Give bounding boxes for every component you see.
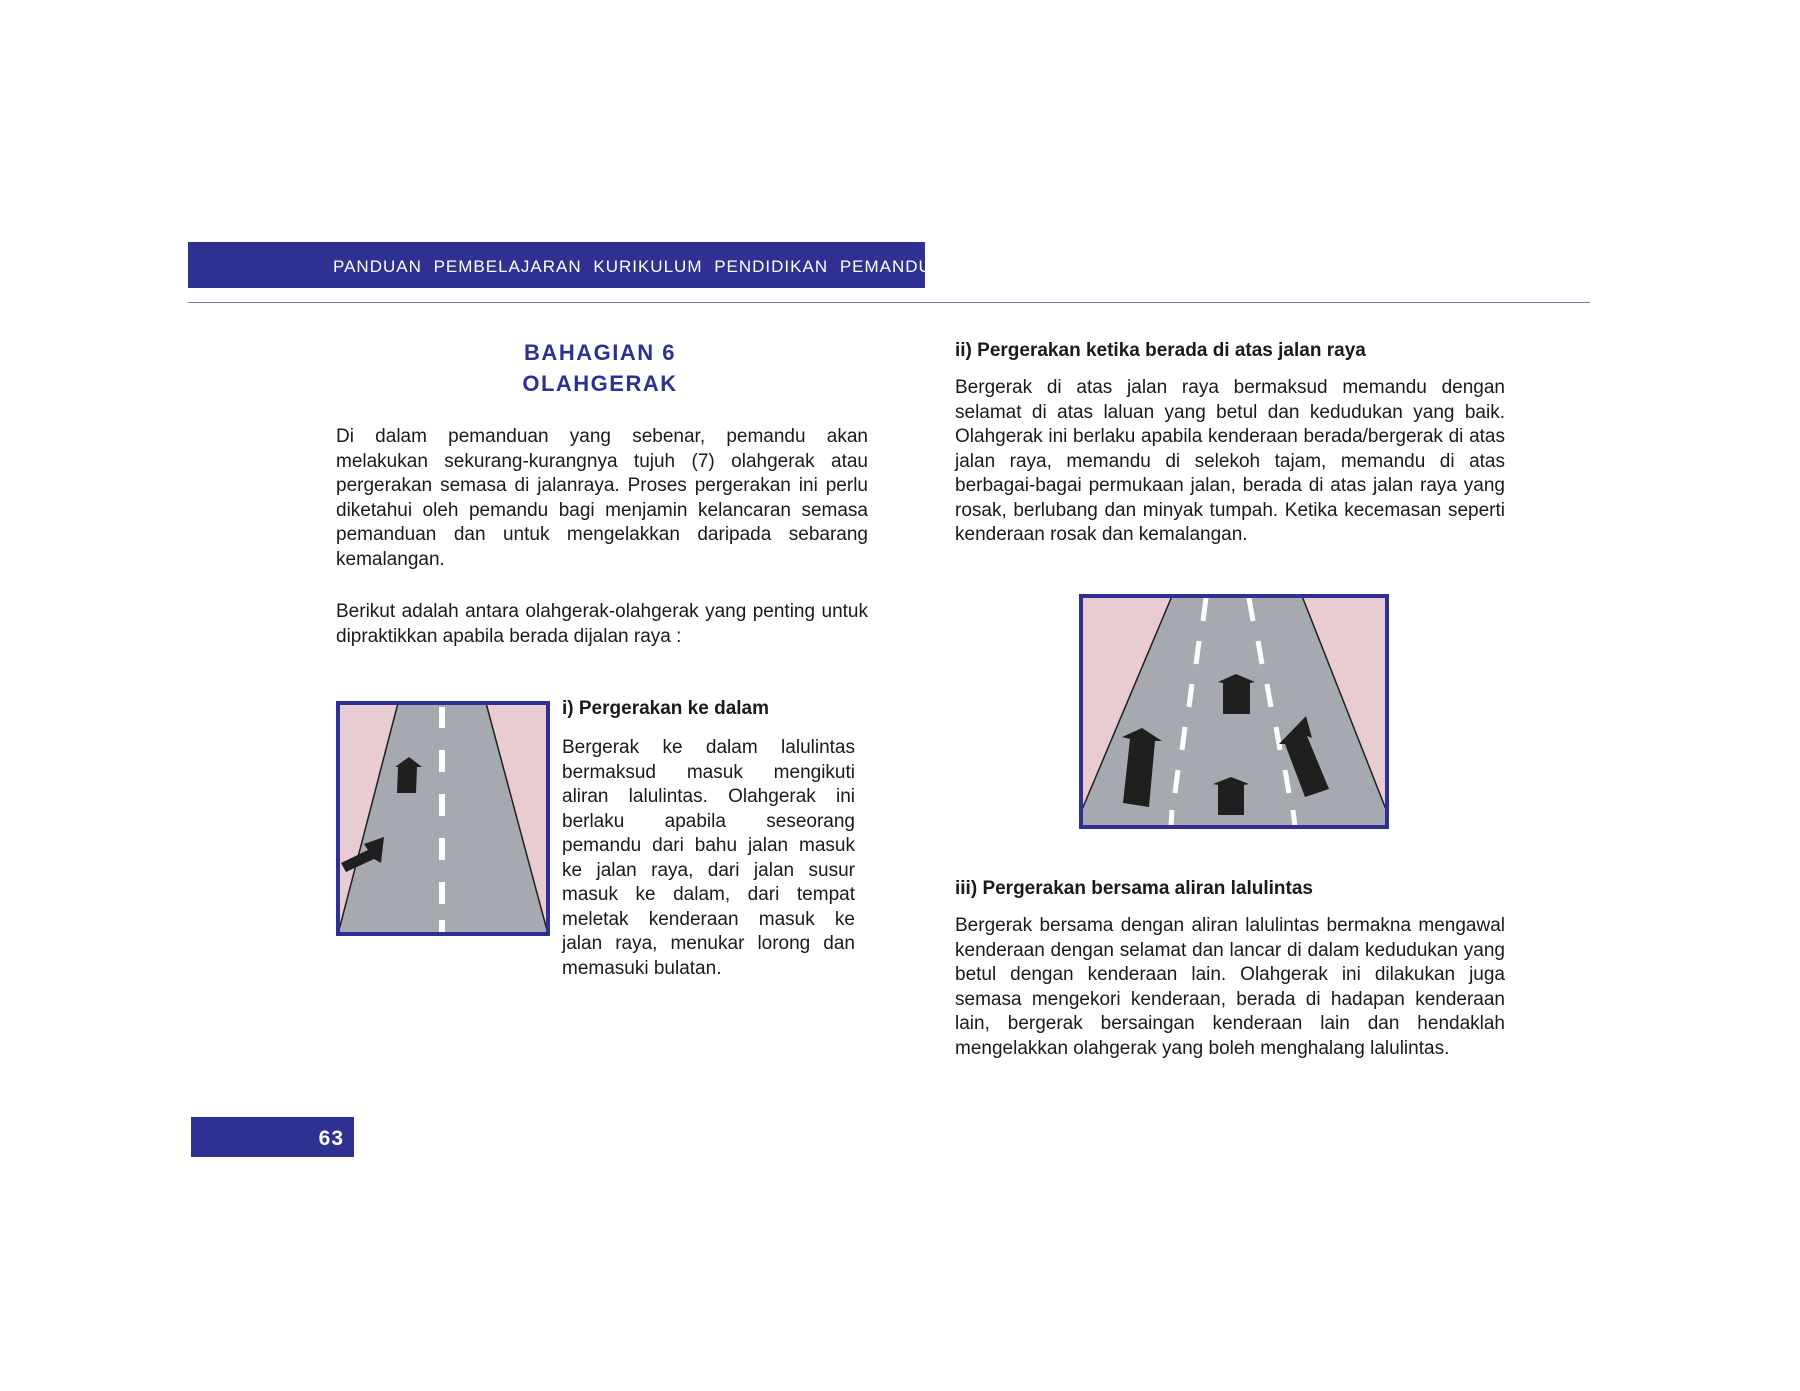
page-number-band	[191, 1117, 354, 1157]
multilane-road-illustration	[1079, 594, 1389, 829]
section-name: OLAHGERAK	[522, 371, 678, 396]
section-number: BAHAGIAN 6	[524, 340, 676, 365]
body-paragraph-3: Bergerak bersama dengan aliran lalulintas bermakna mengawal kenderaan dengan selamat dan lancar di dalam kedudukan yang betul dengan kenderaan lain. Olahgerak ini dilakukan juga semasa mengekori kenderaan, berada di hadapan kenderaan lain, bergerak bersaingan kenderaan lain dan hendaklah mengelakkan olahgerak yang boleh menghalang lalulintas.	[955, 915, 1505, 1059]
subheading-1: i) Pergerakan ke dalam	[562, 698, 769, 719]
subheading-3: iii) Pergerakan bersama aliran lalulintas	[955, 878, 1313, 899]
header-title: PANDUAN PEMBELAJARAN KURIKULUM PENDIDIKAN PEMANDU	[333, 257, 932, 276]
subheading-2: ii) Pergerakan ketika berada di atas jalan raya	[955, 340, 1366, 361]
intro-paragraph-1: Di dalam pemanduan yang sebenar, pemandu akan melakukan sekurang-kurangnya tujuh (7) olahgerak atau pergerakan semasa di jalanraya. Proses pergerakan ini perlu diketahui oleh pemandu bagi menjamin kelancaran semasa pemanduan dan untuk mengelakkan daripada sebarang kemalangan.	[336, 426, 868, 570]
header-band	[188, 242, 932, 288]
arrow-center-top-icon	[1218, 674, 1255, 714]
body-paragraph-1: Bergerak ke dalam lalulintas bermaksud masuk mengikuti aliran lalulintas. Olahgerak ini berlaku apabila seseorang pemandu dari bahu jalan masuk ke jalan raya, dari jalan susur masuk ke dalam, dari tempat meletak kenderaan masuk ke jalan raya, menukar lorong dan memasuki bulatan.	[562, 737, 855, 979]
header-rule	[188, 302, 1590, 303]
merge-road-illustration	[336, 701, 550, 936]
arrow-center-bottom-icon	[1213, 777, 1249, 815]
section-title	[335, 337, 865, 399]
page-number: 63	[318, 1127, 344, 1150]
body-paragraph-2: Bergerak di atas jalan raya bermaksud memandu dengan selamat di atas laluan yang betul dan kedudukan yang baik. Olahgerak ini berlaku apabila kenderaan berada/bergerak di atas jalan raya, memandu di selekoh tajam, memandu di atas berbagai-bagai permukaan jalan, berada di atas jalan raya yang rosak, berlubang dan minyak tumpah. Ketika kecemasan seperti kenderaan rosak dan kemalangan.	[955, 377, 1505, 545]
intro-paragraph-2: Berikut adalah antara olahgerak-olahgerak yang penting untuk dipraktikkan apabila berada dijalan raya :	[336, 601, 868, 647]
